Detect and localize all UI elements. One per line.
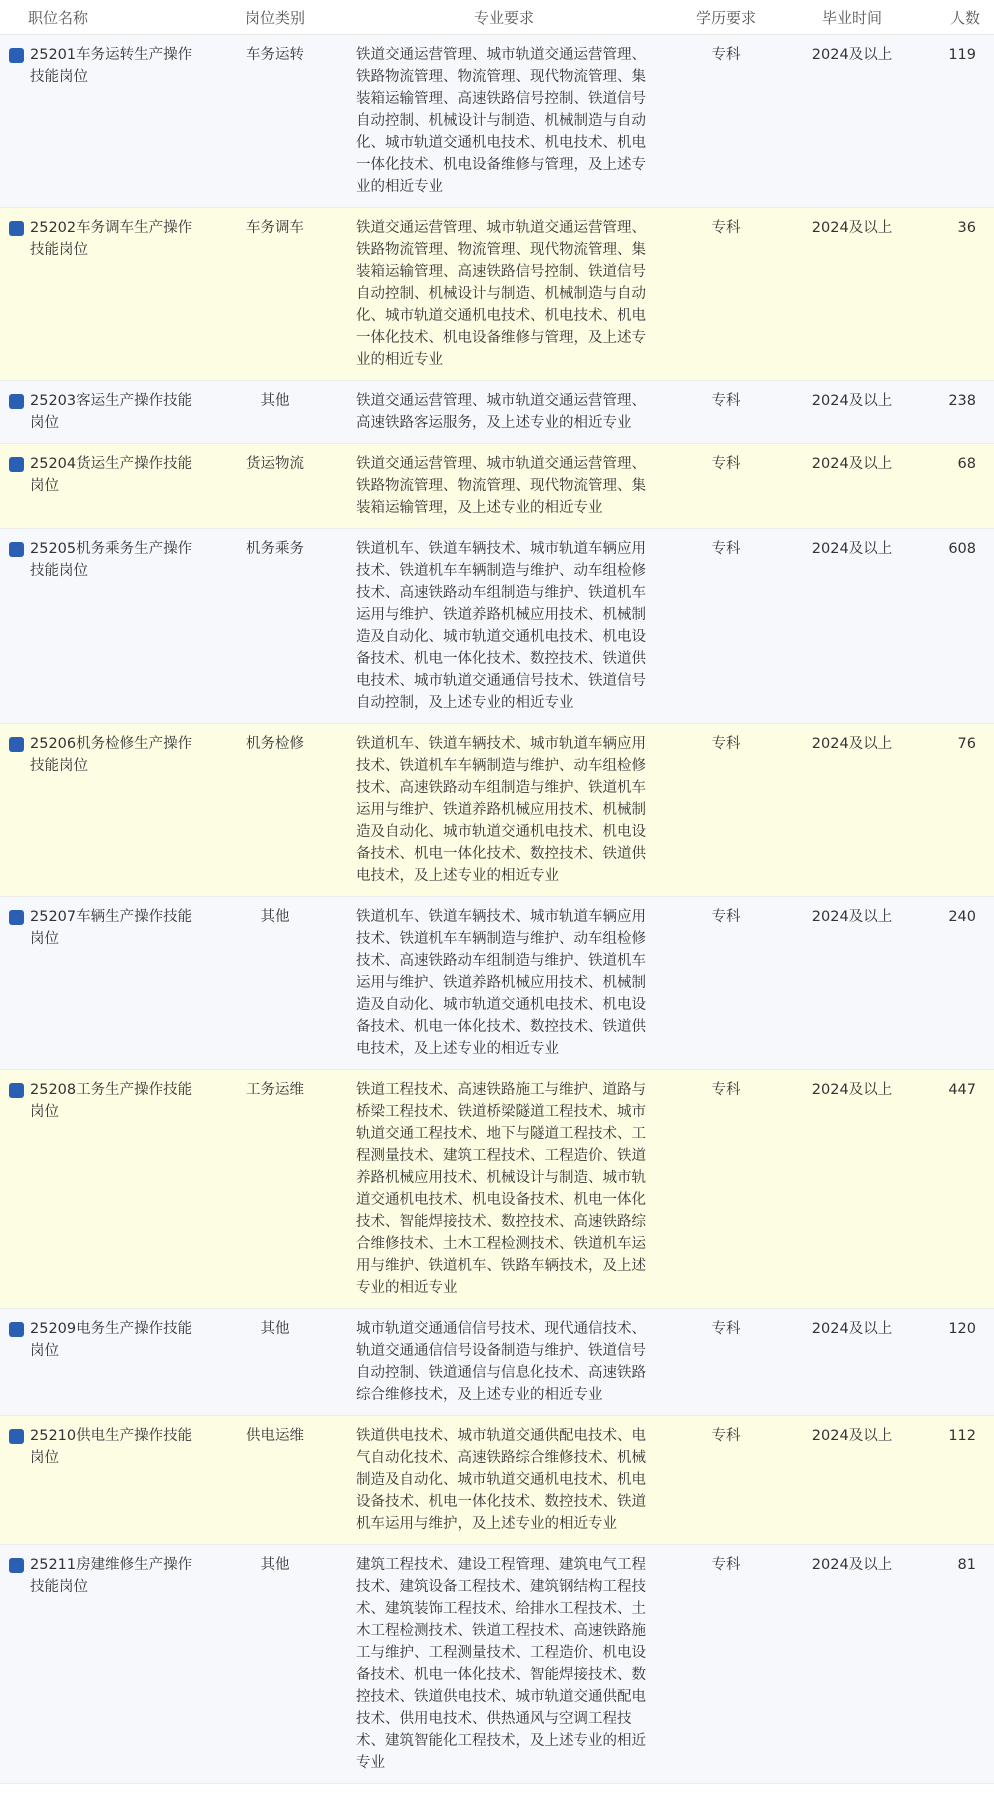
major-requirement: 铁道机车、铁道车辆技术、城市轨道车辆应用技术、铁道机车车辆制造与维护、动车组检修技术、高速铁路动车组制造与维护、铁道机车运用与维护、铁道养路机械应用技术、机械制造及自动化、城市轨道交通机电技术、机电设备技术、机电一体化技术、数控技术、铁道供电技术、城市轨道交通通信号技术、铁道信号自动控制，及上述专业的相近专业 [342, 529, 666, 724]
headcount: 119 [918, 35, 994, 208]
job-category: 车务调车 [208, 208, 342, 381]
education-requirement: 专科 [666, 444, 786, 529]
graduation-time: 2024及以上 [786, 1070, 918, 1309]
job-category: 货运物流 [208, 444, 342, 529]
job-name-cell [0, 208, 208, 381]
header-job-name[interactable]: 职位名称 [0, 0, 208, 35]
header-graduation[interactable]: 毕业时间 [786, 0, 918, 35]
job-name-cell [0, 897, 208, 1070]
table-row[interactable] [0, 529, 994, 724]
table-row[interactable] [0, 35, 994, 208]
table-row[interactable] [0, 1416, 994, 1545]
square-bullet-icon [9, 1429, 24, 1444]
major-requirement: 铁道供电技术、城市轨道交通供配电技术、电气自动化技术、高速铁路综合维修技术、机械制造及自动化、城市轨道交通机电技术、机电设备技术、机电一体化技术、数控技术、铁道机车运用与维护，及上述专业的相近专业 [342, 1416, 666, 1545]
job-name[interactable]: 25211房建维修生产操作技能岗位 [30, 1557, 193, 1595]
major-requirement: 铁道机车、铁道车辆技术、城市轨道车辆应用技术、铁道机车车辆制造与维护、动车组检修技术、高速铁路动车组制造与维护、铁道机车运用与维护、铁道养路机械应用技术、机械制造及自动化、城市轨道交通机电技术、机电设备技术、机电一体化技术、数控技术、铁道供电技术，及上述专业的相近专业 [342, 724, 666, 897]
job-category: 其他 [208, 1545, 342, 1784]
graduation-time: 2024及以上 [786, 1416, 918, 1545]
square-bullet-icon [9, 48, 24, 63]
job-name[interactable]: 25208工务生产操作技能岗位 [30, 1082, 193, 1120]
education-requirement: 专科 [666, 529, 786, 724]
table-row[interactable] [0, 1545, 994, 1784]
job-name[interactable]: 25205机务乘务生产操作技能岗位 [30, 541, 193, 579]
table-row[interactable] [0, 1070, 994, 1309]
headcount: 68 [918, 444, 994, 529]
headcount: 76 [918, 724, 994, 897]
job-name[interactable]: 25206机务检修生产操作技能岗位 [30, 736, 193, 774]
major-requirement: 铁道交通运营管理、城市轨道交通运营管理、铁路物流管理、物流管理、现代物流管理、集装箱运输管理、高速铁路信号控制、铁道信号自动控制、机械设计与制造、机械制造与自动化、城市轨道交通机电技术、机电技术、机电一体化技术、机电设备维修与管理，及上述专业的相近专业 [342, 208, 666, 381]
headcount: 608 [918, 529, 994, 724]
table-row[interactable] [0, 208, 994, 381]
table-row[interactable] [0, 724, 994, 897]
job-name-cell [0, 1309, 208, 1416]
job-category: 机务检修 [208, 724, 342, 897]
graduation-time: 2024及以上 [786, 35, 918, 208]
job-name[interactable]: 25201车务运转生产操作技能岗位 [30, 47, 193, 85]
job-category: 工务运维 [208, 1070, 342, 1309]
job-name-cell [0, 381, 208, 444]
job-name[interactable]: 25210供电生产操作技能岗位 [30, 1428, 193, 1466]
job-name[interactable]: 25204货运生产操作技能岗位 [30, 456, 193, 494]
education-requirement: 专科 [666, 724, 786, 897]
job-name-cell [0, 1545, 208, 1784]
header-count[interactable]: 人数 [918, 0, 994, 35]
headcount: 81 [918, 1545, 994, 1784]
major-requirement: 铁道交通运营管理、城市轨道交通运营管理、铁路物流管理、物流管理、现代物流管理、集装箱运输管理、高速铁路信号控制、铁道信号自动控制、机械设计与制造、机械制造与自动化、城市轨道交通机电技术、机电技术、机电一体化技术、机电设备维修与管理，及上述专业的相近专业 [342, 35, 666, 208]
headcount: 240 [918, 897, 994, 1070]
job-name[interactable]: 25209电务生产操作技能岗位 [30, 1321, 193, 1359]
square-bullet-icon [9, 394, 24, 409]
job-name[interactable]: 25207车辆生产操作技能岗位 [30, 909, 193, 947]
square-bullet-icon [9, 1083, 24, 1098]
job-name-cell [0, 529, 208, 724]
headcount: 238 [918, 381, 994, 444]
job-category: 其他 [208, 381, 342, 444]
education-requirement: 专科 [666, 1545, 786, 1784]
education-requirement: 专科 [666, 381, 786, 444]
square-bullet-icon [9, 542, 24, 557]
job-category: 机务乘务 [208, 529, 342, 724]
job-name-cell [0, 1416, 208, 1545]
job-name-cell [0, 724, 208, 897]
major-requirement: 铁道工程技术、高速铁路施工与维护、道路与桥梁工程技术、铁道桥梁隧道工程技术、城市轨道交通工程技术、地下与隧道工程技术、工程测量技术、建筑工程技术、工程造价、铁道养路机械应用技术、机械设计与制造、城市轨道交通机电技术、机电设备技术、机电一体化技术、智能焊接技术、数控技术、高速铁路综合维修技术、土木工程检测技术、铁道机车运用与维护、铁道机车、铁路车辆技术，及上述专业的相近专业 [342, 1070, 666, 1309]
major-requirement: 铁道交通运营管理、城市轨道交通运营管理、铁路物流管理、物流管理、现代物流管理、集装箱运输管理，及上述专业的相近专业 [342, 444, 666, 529]
headcount: 36 [918, 208, 994, 381]
education-requirement: 专科 [666, 35, 786, 208]
major-requirement: 城市轨道交通通信信号技术、现代通信技术、轨道交通通信信号设备制造与维护、铁道信号自动控制、铁道通信与信息化技术、高速铁路综合维修技术，及上述专业的相近专业 [342, 1309, 666, 1416]
graduation-time: 2024及以上 [786, 529, 918, 724]
major-requirement: 铁道机车、铁道车辆技术、城市轨道车辆应用技术、铁道机车车辆制造与维护、动车组检修技术、高速铁路动车组制造与维护、铁道机车运用与维护、铁道养路机械应用技术、机械制造及自动化、城市轨道交通机电技术、机电设备技术、机电一体化技术、数控技术、铁道供电技术，及上述专业的相近专业 [342, 897, 666, 1070]
job-category: 其他 [208, 897, 342, 1070]
square-bullet-icon [9, 221, 24, 236]
square-bullet-icon [9, 737, 24, 752]
job-category: 车务运转 [208, 35, 342, 208]
graduation-time: 2024及以上 [786, 381, 918, 444]
job-name-cell [0, 35, 208, 208]
job-category: 其他 [208, 1309, 342, 1416]
education-requirement: 专科 [666, 1309, 786, 1416]
education-requirement: 专科 [666, 897, 786, 1070]
table-row[interactable] [0, 1309, 994, 1416]
education-requirement: 专科 [666, 1416, 786, 1545]
job-name[interactable]: 25203客运生产操作技能岗位 [30, 393, 193, 431]
table-row[interactable] [0, 444, 994, 529]
job-name-cell [0, 1070, 208, 1309]
headcount: 112 [918, 1416, 994, 1545]
major-requirement: 建筑工程技术、建设工程管理、建筑电气工程技术、建筑设备工程技术、建筑钢结构工程技术、建筑装饰工程技术、给排水工程技术、土木工程检测技术、铁道工程技术、高速铁路施工与维护、工程测量技术、工程造价、机电设备技术、机电一体化技术、智能焊接技术、数控技术、铁道供电技术、城市轨道交通供配电技术、供用电技术、供热通风与空调工程技术、建筑智能化工程技术，及上述专业的相近专业 [342, 1545, 666, 1784]
graduation-time: 2024及以上 [786, 897, 918, 1070]
table-header-row [0, 0, 994, 35]
header-category[interactable]: 岗位类别 [208, 0, 342, 35]
major-requirement: 铁道交通运营管理、城市轨道交通运营管理、高速铁路客运服务，及上述专业的相近专业 [342, 381, 666, 444]
table-body [0, 35, 994, 1784]
square-bullet-icon [9, 1322, 24, 1337]
education-requirement: 专科 [666, 1070, 786, 1309]
graduation-time: 2024及以上 [786, 1545, 918, 1784]
job-name[interactable]: 25202车务调车生产操作技能岗位 [30, 220, 193, 258]
square-bullet-icon [9, 910, 24, 925]
graduation-time: 2024及以上 [786, 444, 918, 529]
header-major[interactable]: 专业要求 [342, 0, 666, 35]
job-category: 供电运维 [208, 1416, 342, 1545]
education-requirement: 专科 [666, 208, 786, 381]
square-bullet-icon [9, 457, 24, 472]
square-bullet-icon [9, 1558, 24, 1573]
headcount: 447 [918, 1070, 994, 1309]
job-name-cell [0, 444, 208, 529]
graduation-time: 2024及以上 [786, 1309, 918, 1416]
graduation-time: 2024及以上 [786, 724, 918, 897]
table-row[interactable] [0, 897, 994, 1070]
header-education[interactable]: 学历要求 [666, 0, 786, 35]
table-row[interactable] [0, 381, 994, 444]
headcount: 120 [918, 1309, 994, 1416]
graduation-time: 2024及以上 [786, 208, 918, 381]
